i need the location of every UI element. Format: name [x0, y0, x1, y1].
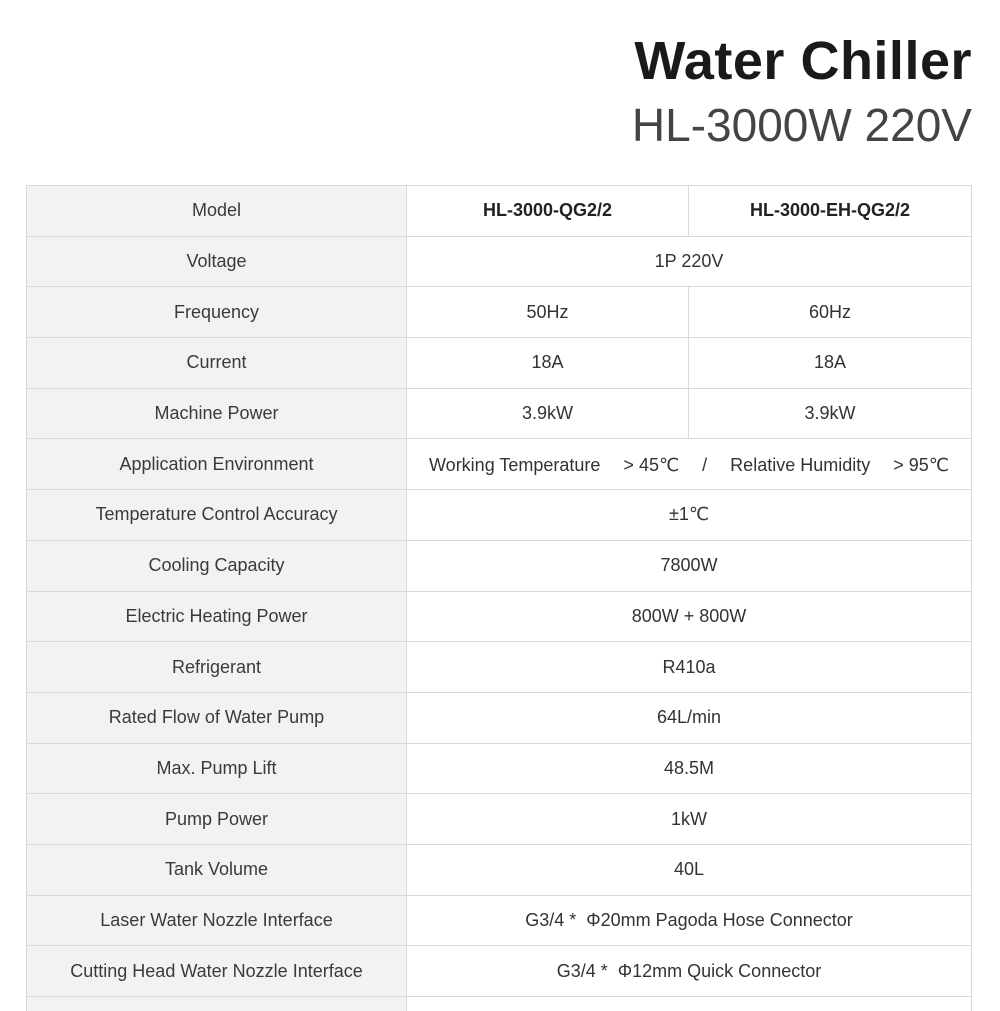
- row-value: 60Hz: [689, 287, 972, 338]
- table-row: [27, 338, 972, 389]
- row-value: 3.9kW: [407, 388, 689, 439]
- row-label: Cooling Capacity: [27, 540, 407, 591]
- table-row: [27, 439, 972, 490]
- row-value: 50Hz: [407, 287, 689, 338]
- model-name: HL-3000-EH-QG2/2: [689, 186, 972, 237]
- empty-cell: [27, 997, 407, 1011]
- row-label: Refrigerant: [27, 642, 407, 693]
- table-row: [27, 642, 972, 693]
- page-subtitle: HL-3000W 220V: [632, 98, 972, 152]
- table-row: [27, 692, 972, 743]
- table-row: [27, 895, 972, 946]
- row-label: Tank Volume: [27, 844, 407, 895]
- table-row: [27, 591, 972, 642]
- empty-cell: [407, 997, 972, 1011]
- row-label: Laser Water Nozzle Interface: [27, 895, 407, 946]
- row-value: Working Temperature > 45℃ / Relative Humidity > 95℃: [407, 439, 972, 490]
- row-value: ±1℃: [407, 490, 972, 541]
- row-value: 18A: [689, 338, 972, 389]
- table-row: [27, 388, 972, 439]
- table-row: [27, 844, 972, 895]
- row-value: 64L/min: [407, 692, 972, 743]
- row-value: 1kW: [407, 794, 972, 845]
- row-label: Machine Power: [27, 388, 407, 439]
- row-value: G3/4 * Φ12mm Quick Connector: [407, 946, 972, 997]
- row-value: 7800W: [407, 540, 972, 591]
- row-value: 40L: [407, 844, 972, 895]
- page-title: Water Chiller: [634, 30, 972, 92]
- row-label: Rated Flow of Water Pump: [27, 692, 407, 743]
- spec-table: [26, 185, 972, 1011]
- spec-table-body: [27, 186, 972, 1011]
- table-row: [27, 794, 972, 845]
- table-row: [27, 236, 972, 287]
- table-row-partial: [27, 997, 972, 1011]
- table-row: [27, 743, 972, 794]
- table-row: [27, 946, 972, 997]
- row-value: 3.9kW: [689, 388, 972, 439]
- row-label: Current: [27, 338, 407, 389]
- row-value: 48.5M: [407, 743, 972, 794]
- row-label: Application Environment: [27, 439, 407, 490]
- row-value: G3/4 * Φ20mm Pagoda Hose Connector: [407, 895, 972, 946]
- table-row-model: [27, 186, 972, 237]
- model-name: HL-3000-QG2/2: [407, 186, 689, 237]
- table-row: [27, 540, 972, 591]
- row-label: Pump Power: [27, 794, 407, 845]
- row-label: Voltage: [27, 236, 407, 287]
- row-value: R410a: [407, 642, 972, 693]
- row-value: 800W + 800W: [407, 591, 972, 642]
- row-label: Model: [27, 186, 407, 237]
- row-value: 1P 220V: [407, 236, 972, 287]
- row-label: Temperature Control Accuracy: [27, 490, 407, 541]
- row-label: Max. Pump Lift: [27, 743, 407, 794]
- row-value: 18A: [407, 338, 689, 389]
- row-label: Cutting Head Water Nozzle Interface: [27, 946, 407, 997]
- row-label: Frequency: [27, 287, 407, 338]
- table-row: [27, 490, 972, 541]
- table-row: [27, 287, 972, 338]
- row-label: Electric Heating Power: [27, 591, 407, 642]
